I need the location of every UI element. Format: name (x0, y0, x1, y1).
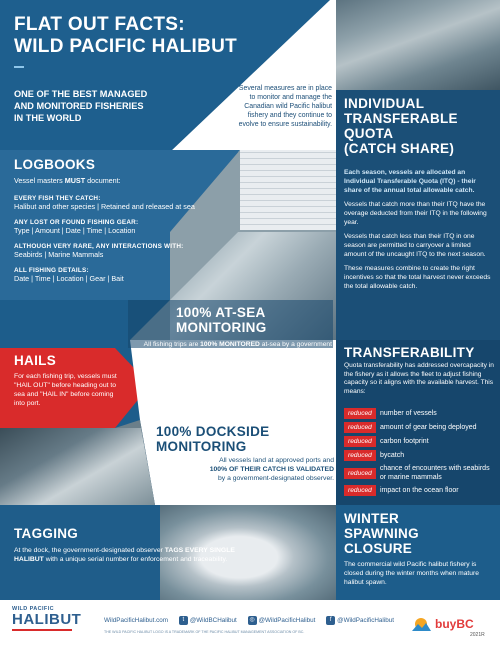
tagging-text-strong: TAGS EVERY SINGLE HALIBUT (14, 547, 235, 563)
logbook-section (14, 267, 239, 284)
page-subtitle (14, 88, 147, 124)
reduced-item-text: impact on the ocean floor (380, 487, 459, 494)
facebook-link[interactable] (326, 616, 394, 625)
logbook-section-label: ALTHOUGH VERY RARE, ANY INTERACTIONS WITH: (14, 243, 184, 250)
reduced-item-text: amount of gear being deployed (380, 424, 477, 431)
atsea-text-strong: 100% MONITORED (200, 341, 260, 348)
page-title-line1: FLAT OUT FACTS: (14, 14, 185, 35)
reduced-item (344, 464, 496, 482)
tagging-text-prefix: At the dock, the government-designated observer (14, 547, 165, 554)
tagging-title: TAGGING (14, 526, 79, 541)
logbook-section (14, 219, 239, 236)
atsea-title (176, 305, 267, 335)
itq-title-line1: INDIVIDUAL (344, 96, 425, 111)
fishing-boat-photo (336, 0, 500, 90)
reduced-item-text: carbon footprint (380, 438, 429, 445)
logo-underline (12, 629, 72, 631)
atsea-text-prefix: All fishing trips are (143, 341, 201, 348)
atsea-text (142, 340, 332, 358)
facebook-icon: f (326, 616, 335, 625)
reduced-tag: reduced (344, 468, 376, 479)
itq-body (344, 168, 494, 291)
reduced-item-text: chance of encounters with seabirds or marine mammals (379, 465, 490, 481)
subtitle-line2: AND MONITORED FISHERIES (14, 101, 144, 111)
logo-small-text: WILD PACIFIC (12, 606, 54, 612)
atsea-title-line1: 100% AT-SEA (176, 305, 266, 320)
dockside-title-line1: 100% DOCKSIDE (156, 424, 270, 439)
trademark-note: THE WILD PACIFIC HALIBUT LOGO IS A TRADEMARK OF THE PACIFIC HALIBUT MANAGEMENT ASSOCIATION OF BC. (104, 630, 305, 634)
logbooks-intro-suffix: document: (85, 176, 121, 185)
tagging-text (14, 546, 246, 564)
dockside-title-line2: MONITORING (156, 439, 247, 454)
winter-title (344, 511, 419, 556)
buybc-text: buyBC (435, 617, 474, 631)
edition-year: 2021R (470, 632, 485, 638)
sun-mountain-icon (410, 616, 432, 632)
subtitle-line1: ONE OF THE BEST MANAGED (14, 89, 148, 99)
winter-title-line3: CLOSURE (344, 541, 413, 556)
dockside-text-a: All vessels land at approved ports and (219, 457, 334, 464)
dockside-title (156, 424, 269, 454)
logbooks-intro (14, 176, 234, 186)
logbook-section-text: Halibut and other species | Retained and released at sea (14, 202, 195, 211)
reduced-item-text: number of vessels (380, 410, 437, 417)
itq-paragraph-2: Vessels that catch less than their ITQ in one season are permitted to carryover a limited amount of the uncaught ITQ to the next season. (344, 233, 486, 258)
logbooks-intro-prefix: Vessel masters (14, 176, 65, 185)
itq-paragraph-3: These measures combine to create the right incentives so that the total harvest never exceeds the total allowable catch. (344, 265, 491, 290)
transferability-text: Quota transferability has addressed overcapacity in the fishery as it allows the fleet to adjust fishing capacity so it aligns with the available harvest. This means: (344, 362, 494, 395)
logbooks-title: LOGBOOKS (14, 157, 96, 172)
hails-text: For each fishing trip, vessels must "HAIL OUT" before heading out to sea and "HAIL IN" before coming into port. (14, 373, 117, 407)
itq-title-line3: QUOTA (344, 126, 394, 141)
logbook-section (14, 195, 239, 212)
transferability-title: TRANSFERABILITY (344, 345, 475, 360)
tagging-text-suffix: with a unique serial number for enforcement and traceability. (43, 556, 228, 563)
logbook-section-label: ALL FISHING DETAILS: (14, 267, 89, 274)
winter-text: The commercial wild Pacific halibut fishery is closed during the winter months when mature halibut spawn. (344, 561, 479, 586)
dockside-text (156, 456, 334, 483)
logbook-section (14, 243, 239, 260)
dockside-unloading-photo (0, 428, 155, 505)
reduced-item (344, 485, 496, 496)
dockside-text-strong: 100% OF THEIR CATCH IS VALIDATED (209, 466, 334, 473)
footer-links (104, 616, 394, 625)
logbook-photo (240, 150, 336, 230)
website-link[interactable]: WildPacificHalibut.com (104, 617, 169, 624)
reduced-tag: reduced (344, 422, 376, 433)
dockside-text-b: by a government-designated observer. (218, 475, 334, 482)
page-title-line2: WILD PACIFIC HALIBUT (14, 36, 238, 57)
facebook-handle: @WildPacificHalibut (337, 617, 394, 625)
itq-title (344, 96, 458, 156)
logbooks-intro-strong: MUST (64, 176, 86, 185)
logbook-section-label: ANY LOST OR FOUND FISHING GEAR: (14, 219, 139, 226)
page-title (14, 14, 237, 58)
itq-title-line4: (CATCH SHARE) (344, 141, 455, 156)
hails-title: HAILS (14, 353, 56, 368)
itq-paragraph-1: Vessels that catch more than their ITQ have the overage deducted from their ITQ in the following year. (344, 201, 487, 226)
logo-big-text: HALIBUT (12, 611, 82, 628)
instagram-handle: @WildPacificHalibut (258, 617, 316, 625)
atsea-text-suffix: at-sea by a government approved video-based electronic monitoring system. (177, 341, 332, 357)
instagram-icon: ◎ (249, 617, 255, 623)
reduced-item-text: bycatch (380, 452, 405, 459)
logbook-section-label: EVERY FISH THEY CATCH: (14, 195, 101, 202)
reduced-tag: reduced (344, 436, 376, 447)
intro-text: Several measures are in place to monitor and manage the Canadian wild Pacific halibut fishery and they continue to evolve to ensure sustainability. (238, 85, 332, 128)
logbook-section-text: Type | Amount | Date | Time | Location (14, 226, 136, 235)
wild-pacific-halibut-logo (12, 606, 94, 640)
itq-lead: Each season, vessels are allocated an Individual Transferable Quota (ITQ) - their share of the annual total allowable catch. (344, 169, 476, 194)
reduced-item (344, 450, 496, 461)
reduced-item (344, 408, 496, 419)
winter-title-line1: WINTER (344, 511, 400, 526)
logbook-section-text: Seabirds | Marine Mammals (14, 250, 104, 259)
reduced-tag: reduced (344, 408, 376, 419)
reduced-item (344, 436, 496, 447)
logbooks-sections (14, 195, 239, 284)
winter-title-line2: SPAWNING (344, 526, 419, 541)
atsea-title-line2: MONITORING (176, 320, 267, 335)
subtitle-line3: IN THE WORLD (14, 113, 82, 123)
itq-title-line2: TRANSFERABLE (344, 111, 458, 126)
logbook-section-text: Date | Time | Location | Gear | Bait (14, 274, 124, 283)
title-divider (14, 66, 24, 68)
twitter-icon: t (179, 616, 188, 625)
instagram-link[interactable] (248, 616, 316, 625)
reduced-list (344, 408, 496, 499)
reduced-tag: reduced (344, 450, 376, 461)
twitter-link[interactable] (179, 616, 237, 625)
reduced-item (344, 422, 496, 433)
twitter-handle: @WildBCHalibut (189, 617, 237, 625)
reduced-tag: reduced (344, 485, 376, 496)
